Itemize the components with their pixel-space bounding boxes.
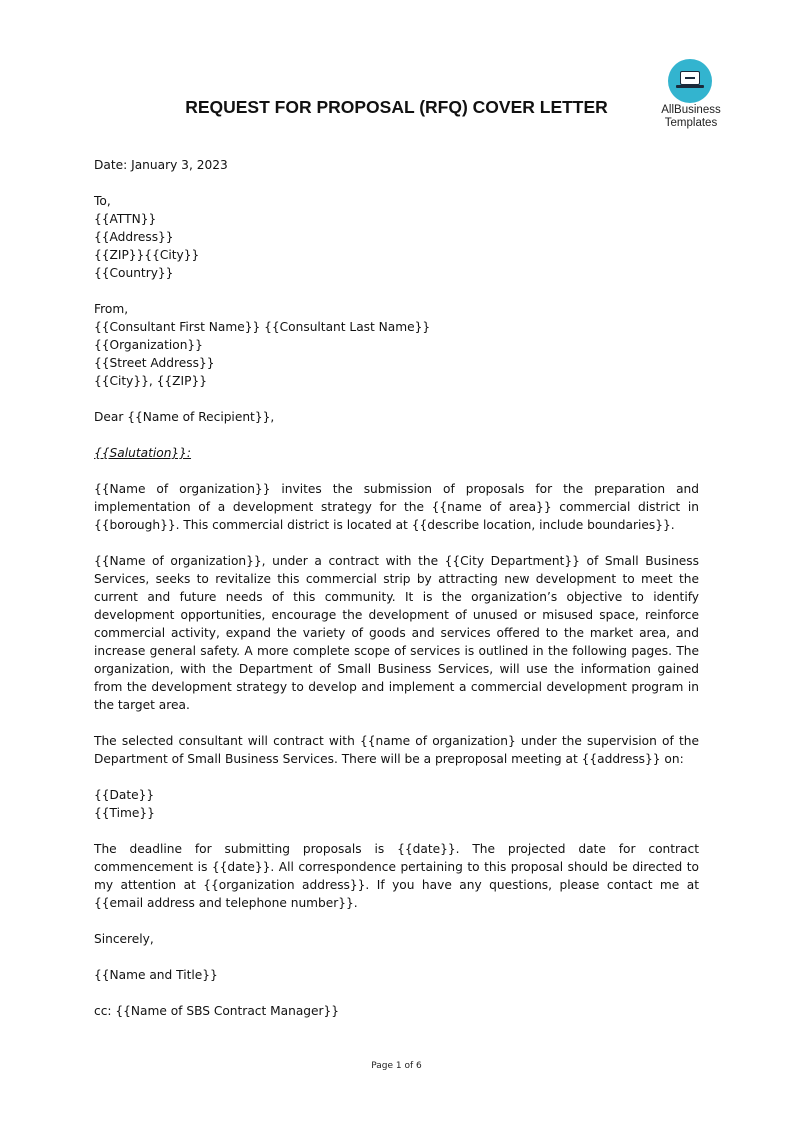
paragraph-deadline: The deadline for submitting proposals is {{date}}. The projected date for contract commencement is {{date}}. All correspondence pertaining to this proposal should be directed to my attention at {{organization address}}. If you have any questions, please contact me at {{email address and telephone number}}. xyxy=(94,842,699,910)
from-line-street: {{Street Address}} xyxy=(94,356,215,370)
to-label: To, xyxy=(94,194,111,208)
from-line-consultant: {{Consultant First Name}} {{Consultant Last Name}} xyxy=(94,320,431,334)
laptop-base xyxy=(676,85,704,88)
greeting: Dear {{Name of Recipient}}, xyxy=(94,410,275,424)
to-line-address: {{Address}} xyxy=(94,230,174,244)
salutation: {{Salutation}}: xyxy=(94,446,192,460)
laptop-icon xyxy=(680,71,700,85)
logo-line-2: Templates xyxy=(664,117,718,129)
cc-line: cc: {{Name of SBS Contract Manager}} xyxy=(94,1004,340,1018)
to-line-attn: {{ATTN}} xyxy=(94,212,157,226)
signature: {{Name and Title}} xyxy=(94,968,218,982)
from-line-city-zip: {{City}}, {{ZIP}} xyxy=(94,374,207,388)
date-line: Date: January 3, 2023 xyxy=(94,158,228,172)
from-label: From, xyxy=(94,302,129,316)
from-line-organization: {{Organization}} xyxy=(94,338,203,352)
to-line-country: {{Country}} xyxy=(94,266,174,280)
paragraph-invitation: {{Name of organization}} invites the submission of proposals for the preparation and implementation of a development strategy for the {{name of area}} commercial district in {{borough}}. This commercial district is located at {{describe location, include boundaries}}. xyxy=(94,482,699,532)
logo-line-1: AllBusiness xyxy=(661,104,721,116)
paragraph-objective: {{Name of organization}}, under a contract with the {{City Department}} of Small Business Services, seeks to revitalize this commercial strip by attracting new development to meet the current and future needs of this community. It is the organization’s objective to identify development opportunities, encourage the development of unused or misused space, reinforce commercial activity, expand the variety of goods and services offered to the market area, and increase general safety. A more complete scope of services is outlined in the following pages. The organization, with the Department of Small Business Services, will use the information gained from the development strategy to develop and implement a commercial development program in the target area. xyxy=(94,554,699,712)
meeting-time: {{Time}} xyxy=(94,806,155,820)
allbusiness-logo xyxy=(654,57,728,131)
page-number: Page 1 of 6 xyxy=(371,1061,422,1071)
letter-body xyxy=(94,156,699,1020)
to-line-zip-city: {{ZIP}}{{City}} xyxy=(94,248,200,262)
meeting-date: {{Date}} xyxy=(94,788,155,802)
paragraph-meeting: The selected consultant will contract with {{name of organization} under the supervision of the Department of Small Business Services. There will be a preproposal meeting at {{address}} on: xyxy=(94,734,699,766)
closing: Sincerely, xyxy=(94,932,154,946)
document-title: REQUEST FOR PROPOSAL (RFQ) COVER LETTER xyxy=(185,97,608,117)
